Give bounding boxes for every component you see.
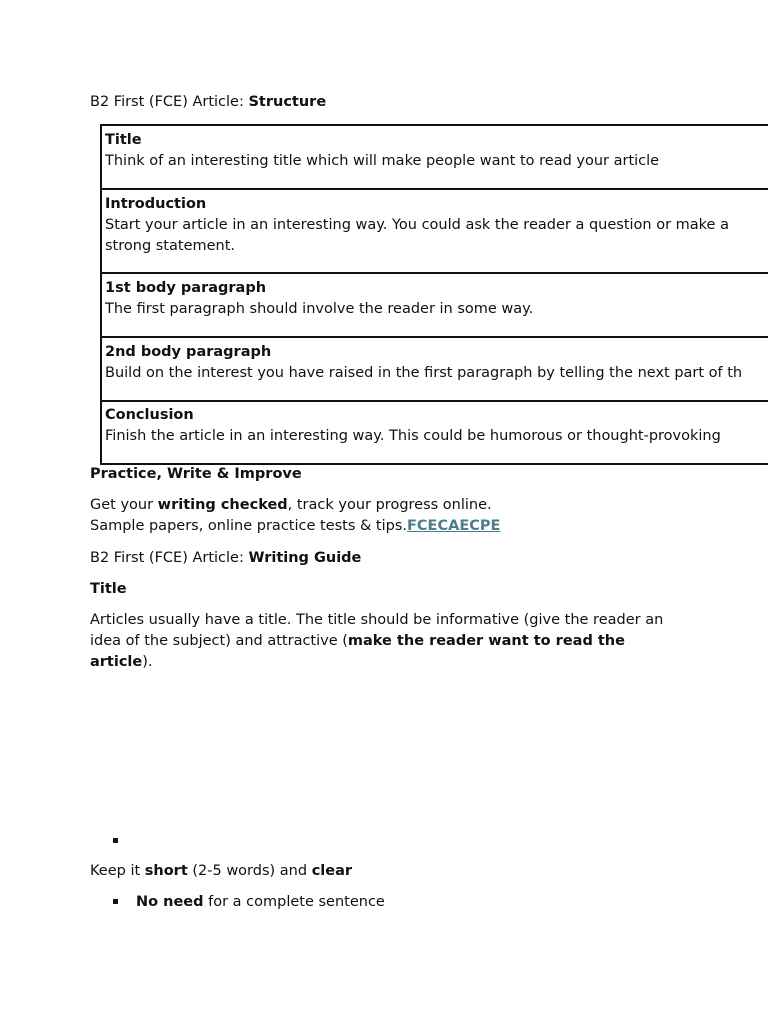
row-text: Think of an interesting title which will make people want to read your article <box>105 153 660 169</box>
keep-bold-short: short <box>144 863 188 879</box>
practice-line-1-suffix: , track your progress online. <box>287 497 492 513</box>
writing-guide-heading <box>90 548 361 568</box>
bullet-no-need-text: for a complete sentence <box>203 894 385 910</box>
row-text: The first paragraph should involve the reader in some way. <box>105 301 534 317</box>
practice-line-1-prefix: Get your <box>90 497 158 513</box>
row-heading: Introduction <box>105 196 207 212</box>
practice-line-2 <box>90 516 500 536</box>
table-row-title <box>102 130 768 172</box>
title-para-part-1: Articles usually have a title. The title should be informative (give the reader an idea of the subject) and attractive ( <box>90 612 664 649</box>
practice-line-2-text: Sample papers, online practice tests & tips. <box>90 518 408 534</box>
table-row-body-2 <box>102 342 768 384</box>
structure-heading <box>90 92 326 112</box>
writing-guide-heading-bold: Writing Guide <box>248 550 362 566</box>
structure-table <box>100 124 768 465</box>
row-heading: 2nd body paragraph <box>105 344 272 360</box>
row-heading: Conclusion <box>105 407 194 423</box>
practice-title: Practice, Write & Improve <box>90 466 302 482</box>
table-row-conclusion <box>102 405 768 447</box>
title-section-paragraph <box>90 610 690 673</box>
fcecaecpe-link[interactable]: FCECAECPE <box>407 518 501 534</box>
row-heading: 1st body paragraph <box>105 280 267 296</box>
title-para-part-2: ). <box>142 654 153 670</box>
row-text: Start your article in an interesting way. You could ask the reader a question or make a strong statement. <box>105 217 729 254</box>
practice-line-1 <box>90 495 492 515</box>
row-divider <box>102 272 768 274</box>
practice-line-1-bold: writing checked <box>157 497 288 513</box>
bullet-no-need-bold: No need <box>136 894 204 910</box>
row-divider <box>102 400 768 402</box>
writing-guide-heading-prefix: B2 First (FCE) Article: <box>90 550 249 566</box>
keep-bold-clear: clear <box>311 863 353 879</box>
title-para-bold: make the reader want to read the article <box>90 633 625 670</box>
structure-heading-prefix: B2 First (FCE) Article: <box>90 94 249 110</box>
row-divider <box>102 188 768 190</box>
bullet-square-icon <box>113 899 118 904</box>
structure-heading-bold: Structure <box>248 94 327 110</box>
row-text: Build on the interest you have raised in the first paragraph by telling the next part of th <box>105 365 743 381</box>
bullet-square-icon <box>113 838 118 843</box>
row-text: Finish the article in an interesting way. This could be humorous or thought-provoking <box>105 428 721 444</box>
table-row-body-1 <box>102 278 768 320</box>
bullet-no-need <box>136 892 385 912</box>
keep-short-line <box>90 861 352 881</box>
table-row-introduction <box>102 194 768 257</box>
row-heading: Title <box>105 132 142 148</box>
keep-middle: (2-5 words) and <box>187 863 312 879</box>
title-section-heading: Title <box>90 581 127 597</box>
keep-prefix: Keep it <box>90 863 145 879</box>
row-divider <box>102 336 768 338</box>
